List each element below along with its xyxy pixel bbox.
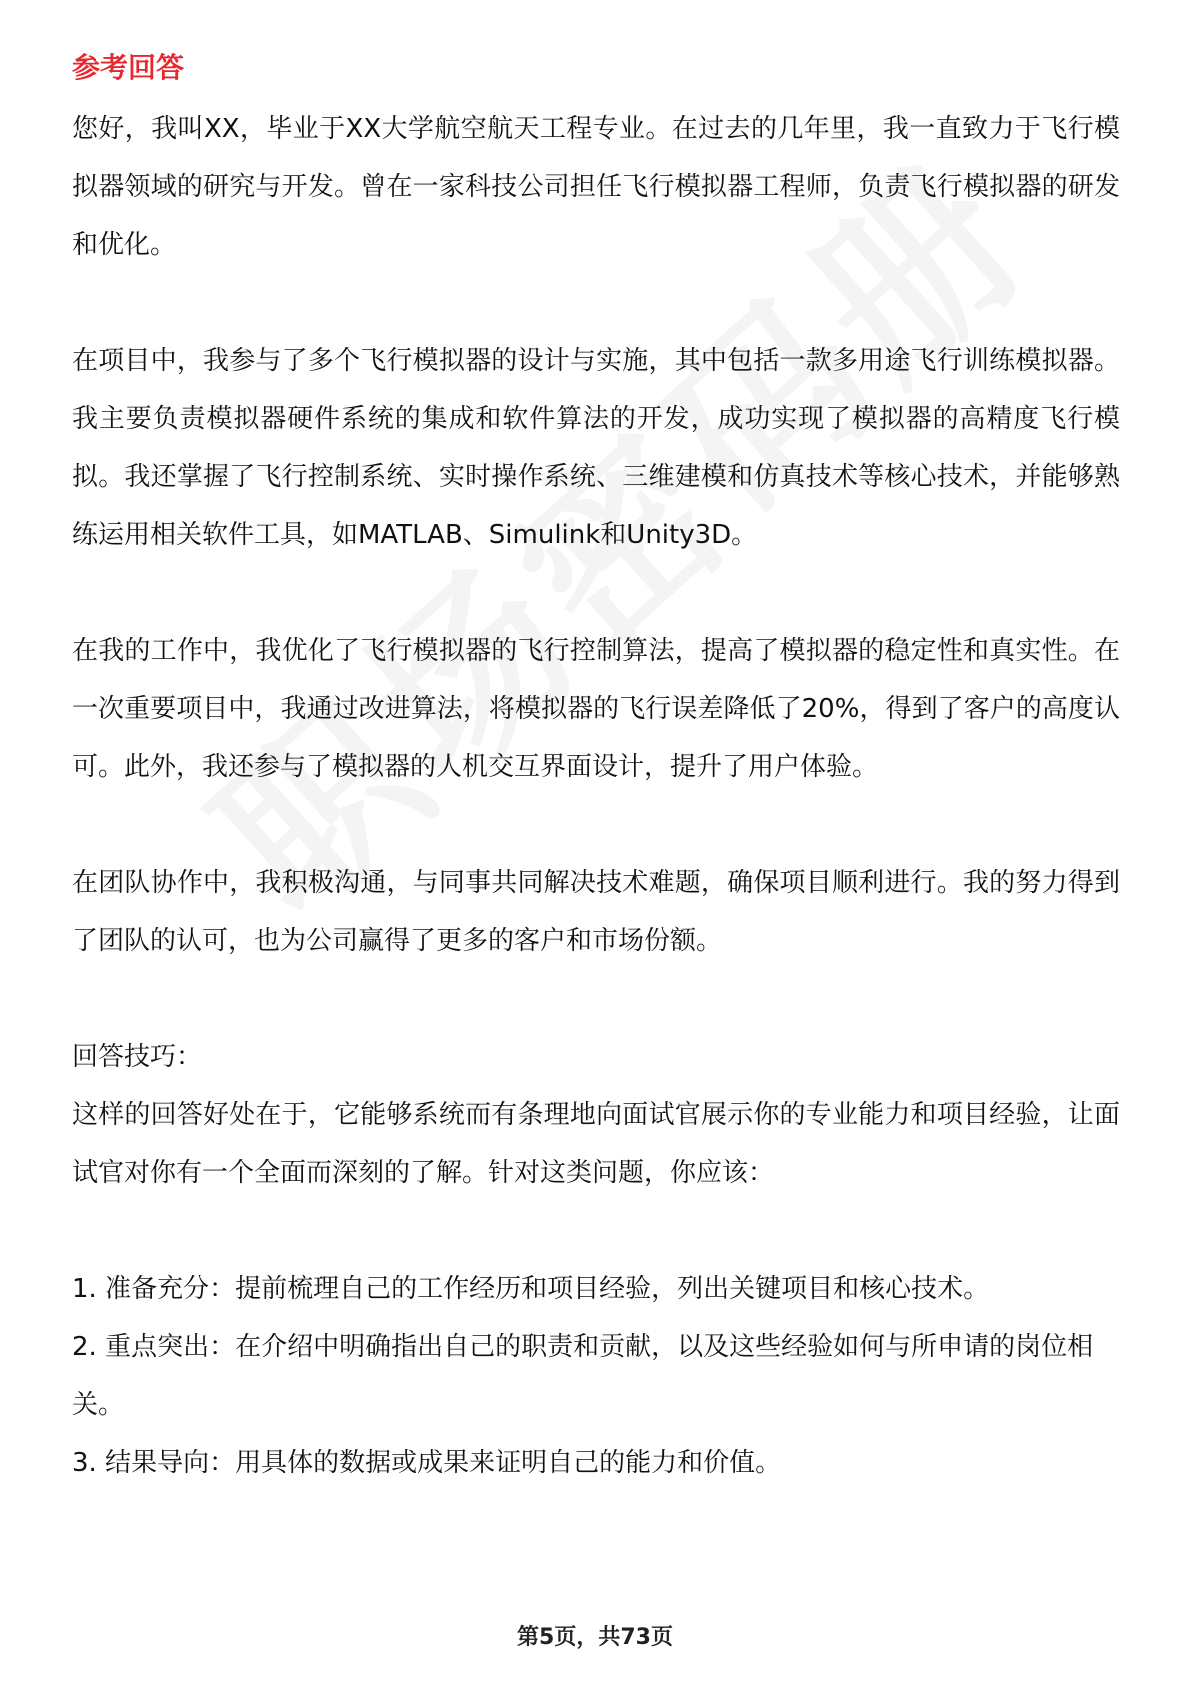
paragraph-achievements: 在我的工作中，我优化了飞行模拟器的飞行控制算法，提高了模拟器的稳定性和真实性。在一次重要项目中，我通过改进算法，将模拟器的飞行误差降低了20%，得到了客户的高度认可。此外，我还参与了模拟器的人机交互界面设计，提升了用户体验。 (72, 636, 1120, 782)
tips-list-item: 2. 重点突出：在介绍中明确指出自己的职责和贡献，以及这些经验如何与所申请的岗位相关。 (72, 1332, 1094, 1420)
content-body (72, 100, 1120, 1492)
tips-intro: 这样的回答好处在于，它能够系统而有条理地向面试官展示你的专业能力和项目经验，让面试官对你有一个全面而深刻的了解。针对这类问题，你应该： (72, 1100, 1120, 1188)
section-title: 参考回答 (72, 51, 185, 84)
tips-heading: 回答技巧： (72, 1042, 203, 1072)
tips-list-item: 3. 结果导向：用具体的数据或成果来证明自己的能力和价值。 (72, 1448, 782, 1478)
paragraph-projects: 在项目中，我参与了多个飞行模拟器的设计与实施，其中包括一款多用途飞行训练模拟器。我主要负责模拟器硬件系统的集成和软件算法的开发，成功实现了模拟器的高精度飞行模拟。我还掌握了飞行控制系统、实时操作系统、三维建模和仿真技术等核心技术，并能够熟练运用相关软件工具，如MATLAB、Simulink和Unity3D。 (72, 346, 1120, 550)
paragraph-teamwork: 在团队协作中，我积极沟通，与同事共同解决技术难题，确保项目顺利进行。我的努力得到了团队的认可，也为公司赢得了更多的客户和市场份额。 (72, 868, 1120, 956)
tips-list-item: 1. 准备充分：提前梳理自己的工作经历和项目经验，列出关键项目和核心技术。 (72, 1274, 990, 1304)
paragraph-intro: 您好，我叫XX，毕业于XX大学航空航天工程专业。在过去的几年里，我一直致力于飞行模拟器领域的研究与开发。曾在一家科技公司担任飞行模拟器工程师，负责飞行模拟器的研发和优化。 (72, 114, 1120, 260)
page-number-footer: 第5页，共73页 (517, 1625, 673, 1650)
